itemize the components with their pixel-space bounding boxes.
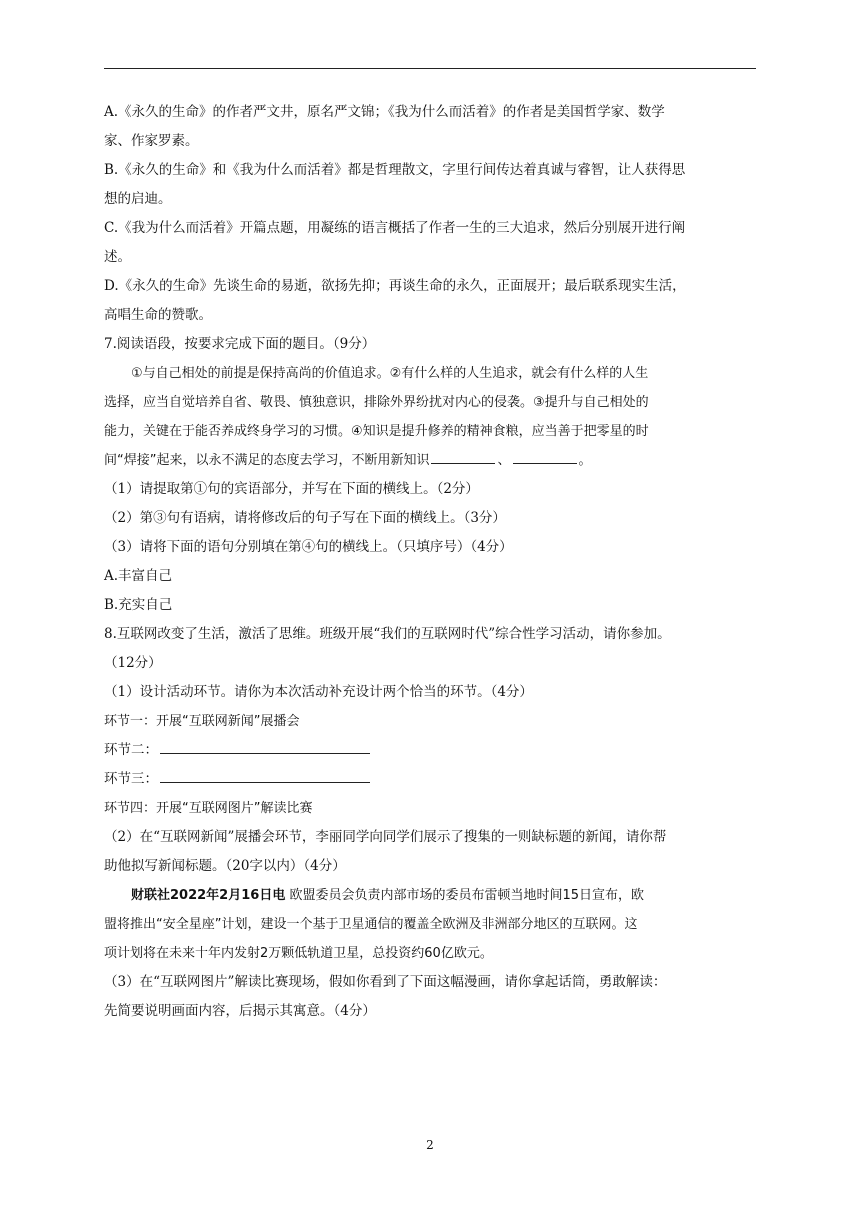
q7-sub1: （1）请提取第①句的宾语部分，并写在下面的横线上。（2分） [104,481,479,497]
option-c-line2: 述。 [104,249,131,265]
q7-passage-line1: ①与自己相处的前提是保持高尚的价值追求。②有什么样的人生追求，就会有什么样的人生 [131,366,649,381]
option-c-line1: C.《我为什么而活着》开篇点题，用凝练的语言概括了作者一生的三大追求，然后分别展开进行阐 [104,220,686,236]
blank-separator: 、 [497,453,511,468]
passage-end-mark: 。 [578,453,592,468]
option-a-line1: A.《永久的生命》的作者严文井，原名严文锦；《我为什么而活着》的作者是美国哲学家、数学 [104,104,665,120]
q7-passage-text: 间“焊接”起来，以永不满足的态度去学习，不断用新知识 [104,453,430,468]
q7-option-b: B.充实自己 [104,597,173,613]
q8-sub1: （1）设计活动环节。请你为本次活动补充设计两个恰当的环节。（4分） [104,684,533,700]
step2-label: 环节二： [104,742,158,758]
q8-stem-line1: 8.互联网改变了生活，激活了思维。班级开展“我们的互联网时代”综合性学习活动，请你参加。 [104,626,671,642]
news-line3: 项计划将在未来十年内发射2万颗低轨道卫星，总投资约60亿欧元。 [104,946,493,961]
q7-stem: 7.阅读语段，按要求完成下面的题目。（9分） [104,336,376,352]
q7-passage-line4 [104,446,756,475]
q7-option-a: A.丰富自己 [104,568,173,584]
q8-sub3-line2: 先简要说明画面内容，后揭示其寓意。（4分） [104,1003,376,1019]
option-d-line2: 高唱生命的赞歌。 [104,307,212,323]
option-d-line1: D.《永久的生命》先谈生命的易逝，欲扬先抑；再谈生命的永久，正面展开；最后联系现实生活， [104,278,686,294]
news-dateline: 财联社2022年2月16日电 [131,888,286,903]
news-text-1: 欧盟委员会负责内部市场的委员布雷顿当地时间15日宣布，欧 [285,888,645,903]
q8-step1: 环节一：开展“互联网新闻”展播会 [104,714,300,729]
q7-passage-line3: 能力，关键在于能否养成终身学习的习惯。④知识是提升修养的精神食粮，应当善于把零星的时 [104,424,649,439]
page-number: 2 [426,1138,434,1152]
news-line2: 盟将推出“安全星座”计划，建设一个基于卫星通信的覆盖全欧洲及非洲部分地区的互联网。这 [104,917,638,932]
header-rule [104,68,756,69]
q7-passage-line2: 选择，应当自觉培养自省、敬畏、慎独意识，排除外界纷扰对内心的侵袭。③提升与自己相处的 [104,395,649,410]
q7-sub2: （2）第③句有语病，请将修改后的句子写在下面的横线上。（3分） [104,510,506,526]
q8-step3 [104,765,756,794]
step3-answer-line[interactable] [160,768,370,783]
q8-sub3-line1: （3）在“互联网图片”解读比赛现场，假如你看到了下面这幅漫画，请你拿起话筒，勇敢解读： [104,974,667,990]
option-b-line2: 想的启迪。 [104,191,172,207]
option-a-line2: 家、作家罗素。 [104,133,199,149]
news-line1 [104,881,756,910]
option-b-line1: B.《永久的生命》和《我为什么而活着》都是哲理散文，字里行间传达着真诚与睿智，让人获得思 [104,162,686,178]
step2-answer-line[interactable] [160,739,370,754]
q7-sub3: （3）请将下面的语句分别填在第④句的横线上。（只填序号）（4分） [104,539,513,555]
q8-step4: 环节四：开展“互联网图片”解读比赛 [104,801,313,816]
q8-stem-line2: （12分） [104,655,162,671]
answer-blank-2[interactable] [513,451,577,464]
page-body [104,98,756,1026]
q8-sub2-line1: （2）在“互联网新闻”展播会环节，李丽同学向同学们展示了搜集的一则缺标题的新闻，请你帮 [104,829,667,845]
q8-sub2-line2: 助他拟写新闻标题。（20字以内）（4分） [104,858,346,874]
q8-step2 [104,736,756,765]
step3-label: 环节三： [104,771,158,787]
answer-blank-1[interactable] [431,451,495,464]
